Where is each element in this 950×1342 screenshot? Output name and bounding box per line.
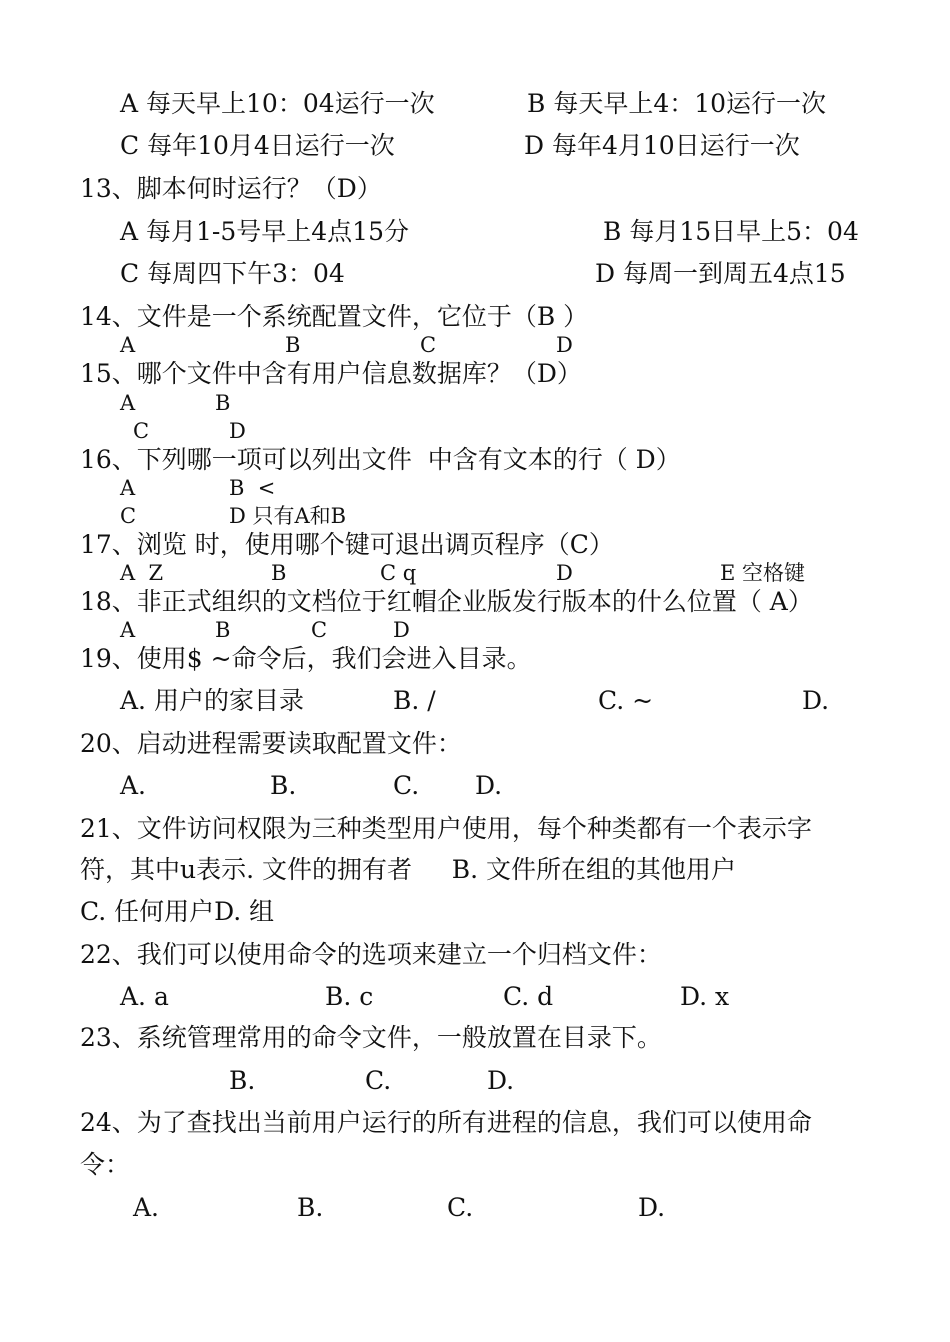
q22-option-d: D. x (680, 982, 730, 1011)
q24-line-2: 令： (80, 1150, 131, 1179)
q12-option-c: C 每年10月4日运行一次 (120, 131, 395, 160)
q21-line-2: 符，其中u表示. 文件的拥有者 B. 文件所在组的其他用户 (80, 855, 736, 884)
q14-option-c: C (420, 333, 437, 357)
q17-question: 17、浏览 时，使用哪个键可退出调页程序（C） (80, 530, 614, 559)
q20-option-d: D. (475, 771, 503, 800)
q14-question: 14、文件是一个系统配置文件，它位于（B ） (80, 302, 589, 331)
q20-question: 20、启动进程需要读取配置文件： (80, 729, 462, 758)
q15-option-c: C (133, 419, 150, 443)
q18-option-a: A (120, 618, 136, 642)
q18-option-c: C (311, 618, 328, 642)
q14-option-d: D (556, 333, 573, 357)
q14-option-a: A (120, 333, 136, 357)
q13-option-a: A 每月1-5号早上4点15分 (120, 217, 409, 246)
q13-question: 13、脚本何时运行？（D） (80, 174, 382, 203)
q13-option-b: B 每月15日早上5：04 (603, 217, 859, 246)
q17-option-d: D (556, 561, 573, 585)
q22-question: 22、我们可以使用命令的选项来建立一个归档文件： (80, 940, 662, 969)
q24-option-c: C. (447, 1193, 474, 1222)
q23-option-b: B. (229, 1066, 256, 1095)
q20-option-a: A. (120, 771, 147, 800)
q15-option-a: A (120, 391, 136, 415)
q22-option-c: C. d (503, 982, 554, 1011)
q20-option-b: B. (270, 771, 297, 800)
q22-option-a: A. a (120, 982, 169, 1011)
q16-option-b: B < (229, 476, 276, 500)
q13-option-d: D 每周一到周五4点15 (595, 259, 846, 288)
q23-question: 23、系统管理常用的命令文件，一般放置在目录下。 (80, 1023, 662, 1052)
q22-option-b: B. c (325, 982, 374, 1011)
q18-question: 18、非正式组织的文档位于红帽企业版发行版本的什么位置（ A） (80, 587, 813, 616)
q19-question: 19、使用$ ~命令后，我们会进入目录。 (80, 644, 532, 673)
q24-option-a: A. (133, 1193, 160, 1222)
q15-option-b: B (215, 391, 231, 415)
q19-option-b: B. / (393, 686, 436, 715)
q21-line-1: 21、文件访问权限为三种类型用户使用，每个种类都有一个表示字 (80, 814, 812, 843)
q14-option-b: B (285, 333, 301, 357)
q13-option-c: C 每周四下午3：04 (120, 259, 345, 288)
q17-option-e: E 空格键 (720, 561, 806, 585)
q16-question: 16、下列哪一项可以列出文件 中含有文本的行（ D） (80, 445, 681, 474)
q12-option-d: D 每年4月10日运行一次 (524, 131, 800, 160)
q16-option-a: A (120, 476, 136, 500)
q21-line-3: C. 任何用户D. 组 (80, 897, 275, 926)
q19-option-c: C. ~ (598, 686, 654, 715)
q17-option-a: A Z (120, 561, 164, 585)
q17-option-c: C q (380, 561, 417, 585)
q12-option-b: B 每天早上4：10运行一次 (527, 89, 827, 118)
q18-option-b: B (215, 618, 231, 642)
q24-option-b: B. (297, 1193, 324, 1222)
q19-option-a: A. 用户的家目录 (120, 686, 304, 715)
q19-option-d: D. (802, 686, 830, 715)
q24-option-d: D. (638, 1193, 666, 1222)
q23-option-d: D. (487, 1066, 515, 1095)
q15-question: 15、哪个文件中含有用户信息数据库？（D） (80, 359, 582, 388)
q17-option-b: B (271, 561, 287, 585)
q23-option-c: C. (365, 1066, 392, 1095)
q16-option-c: C (120, 504, 137, 528)
q24-line-1: 24、为了查找出当前用户运行的所有进程的信息，我们可以使用命 (80, 1108, 812, 1137)
q15-option-d: D (229, 419, 246, 443)
q12-option-a: A 每天早上10：04运行一次 (120, 89, 435, 118)
q20-option-c: C. (393, 771, 420, 800)
q16-option-d: D 只有A和B (229, 504, 347, 528)
q18-option-d: D (393, 618, 410, 642)
